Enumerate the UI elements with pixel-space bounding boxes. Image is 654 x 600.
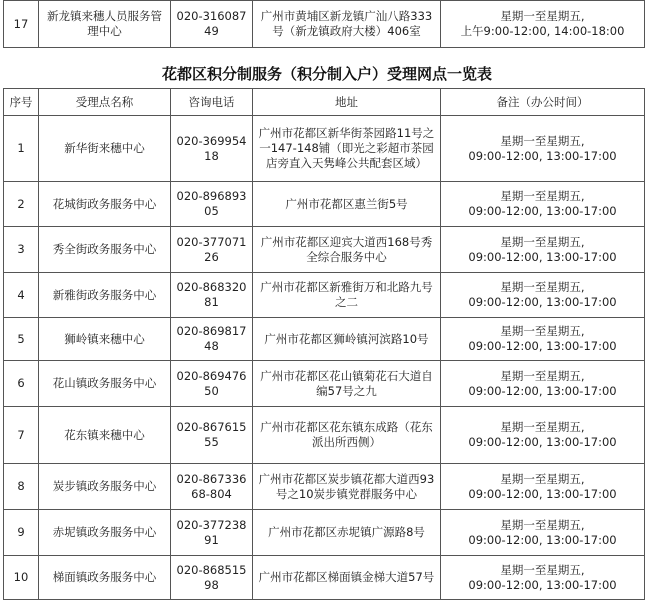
hours-days: 星期一至星期五,: [500, 133, 585, 148]
cell-hours: [441, 510, 645, 556]
cell-address: 广州市花都区炭步镇花都大道西93号之10炭步镇党群服务中心: [253, 464, 441, 510]
hours-days: 星期一至星期五,: [500, 9, 585, 23]
cell-address: 广州市黄埔区新龙镇广汕八路333号（新龙镇政府大楼）406室: [253, 1, 441, 48]
cell-address: 广州市花都区花山镇菊花石大道自编57号之九: [253, 361, 441, 407]
cell-phone: 020-86733668-804: [171, 464, 253, 510]
table-row: [4, 273, 645, 318]
cell-phone: 020-86947650: [171, 361, 253, 407]
hours-time: 09:00-12:00, 13:00-17:00: [468, 383, 617, 398]
cell-hours: [441, 318, 645, 361]
cell-hours: [441, 116, 645, 182]
service-points-table: [3, 88, 645, 600]
hours-days: 星期一至星期五,: [500, 234, 585, 249]
cell-no: 2: [4, 182, 39, 227]
cell-name: 花城街政务服务中心: [39, 182, 171, 227]
cell-phone: 020-37707126: [171, 227, 253, 273]
cell-no: 10: [4, 556, 39, 600]
cell-address: 广州市花都区新华街茶园路11号之一147-148铺（即光之彩超市茶园店旁直入天隽峰公共配套区域）: [253, 116, 441, 182]
cell-no: 9: [4, 510, 39, 556]
hours-days: 星期一至星期五,: [500, 562, 585, 577]
cell-no: 8: [4, 464, 39, 510]
hours-days: 星期一至星期五,: [500, 189, 585, 203]
page-title: 花都区积分制服务（积分制入户）受理网点一览表: [161, 65, 492, 83]
hours-time: 09:00-12:00, 13:00-17:00: [468, 486, 617, 501]
hours-days: 星期一至星期五,: [500, 280, 585, 294]
cell-address: 广州市花都区赤坭镇广源路8号: [253, 510, 441, 556]
previous-page-table: [3, 0, 645, 48]
table-row: [4, 361, 645, 407]
cell-no: 7: [4, 407, 39, 464]
hours-days: 星期一至星期五,: [500, 324, 585, 338]
cell-hours: [441, 273, 645, 318]
cell-hours: [441, 556, 645, 600]
cell-address: 广州市花都区惠兰街5号: [253, 182, 441, 227]
hours-time: 09:00-12:00, 13:00-17:00: [468, 339, 617, 353]
cell-phone: 020-36995418: [171, 116, 253, 182]
table-row: [4, 182, 645, 227]
cell-name: 新龙镇来穗人员服务管理中心: [39, 1, 171, 48]
header-no: 序号: [4, 89, 39, 116]
cell-hours: [441, 227, 645, 273]
cell-phone: 020-31608749: [171, 1, 253, 48]
table-row: [4, 407, 645, 464]
hours-days: 星期一至星期五,: [500, 517, 585, 532]
cell-hours: [441, 1, 645, 48]
table-header-row: [4, 89, 645, 116]
hours-time: 上午9:00-12:00, 14:00-18:00: [460, 24, 625, 38]
table-row: [4, 464, 645, 510]
cell-phone: 020-86832081: [171, 273, 253, 318]
cell-address: 广州市花都区新雅街万和北路九号之二: [253, 273, 441, 318]
table-row: [4, 510, 645, 556]
cell-name: 新华街来穗中心: [39, 116, 171, 182]
table-row: [4, 227, 645, 273]
hours-time: 09:00-12:00, 13:00-17:00: [468, 148, 617, 163]
hours-time: 09:00-12:00, 13:00-17:00: [468, 204, 617, 218]
cell-phone: 020-86761555: [171, 407, 253, 464]
cell-phone: 020-89689305: [171, 182, 253, 227]
cell-address: 广州市花都区花东镇东成路（花东派出所西侧）: [253, 407, 441, 464]
hours-days: 星期一至星期五,: [500, 420, 585, 434]
table-row: [4, 318, 645, 361]
table-row: [4, 1, 645, 48]
cell-hours: [441, 407, 645, 464]
cell-name: 狮岭镇来穗中心: [39, 318, 171, 361]
cell-name: 花山镇政务服务中心: [39, 361, 171, 407]
hours-days: 星期一至星期五,: [500, 471, 585, 486]
cell-no: 4: [4, 273, 39, 318]
header-phone: 咨询电话: [171, 89, 253, 116]
cell-no: 17: [4, 1, 39, 48]
hours-time: 09:00-12:00, 13:00-17:00: [468, 532, 617, 547]
cell-address: 广州市花都区狮岭镇河滨路10号: [253, 318, 441, 361]
cell-address: 广州市花都区迎宾大道西168号秀全综合服务中心: [253, 227, 441, 273]
header-note: 备注（办公时间）: [441, 89, 645, 116]
cell-name: 赤坭镇政务服务中心: [39, 510, 171, 556]
cell-name: 梯面镇政务服务中心: [39, 556, 171, 600]
hours-time: 09:00-12:00, 13:00-17:00: [468, 577, 617, 592]
cell-no: 6: [4, 361, 39, 407]
cell-hours: [441, 464, 645, 510]
header-name: 受理点名称: [39, 89, 171, 116]
hours-time: 09:00-12:00, 13:00-17:00: [468, 249, 617, 264]
hours-time: 09:00-12:00, 13:00-17:00: [468, 295, 617, 309]
cell-phone: 020-86981748: [171, 318, 253, 361]
cell-hours: [441, 182, 645, 227]
cell-name: 花东镇来穗中心: [39, 407, 171, 464]
table-row: [4, 116, 645, 182]
cell-hours: [441, 361, 645, 407]
cell-no: 3: [4, 227, 39, 273]
header-address: 地址: [253, 89, 441, 116]
cell-no: 1: [4, 116, 39, 182]
cell-no: 5: [4, 318, 39, 361]
cell-name: 秀全街政务服务中心: [39, 227, 171, 273]
hours-days: 星期一至星期五,: [500, 368, 585, 383]
cell-phone: 020-37723891: [171, 510, 253, 556]
cell-phone: 020-86851598: [171, 556, 253, 600]
cell-name: 新雅街政务服务中心: [39, 273, 171, 318]
hours-time: 09:00-12:00, 13:00-17:00: [468, 435, 617, 449]
table-row: [4, 556, 645, 600]
cell-name: 炭步镇政务服务中心: [39, 464, 171, 510]
cell-address: 广州市花都区梯面镇金梯大道57号: [253, 556, 441, 600]
